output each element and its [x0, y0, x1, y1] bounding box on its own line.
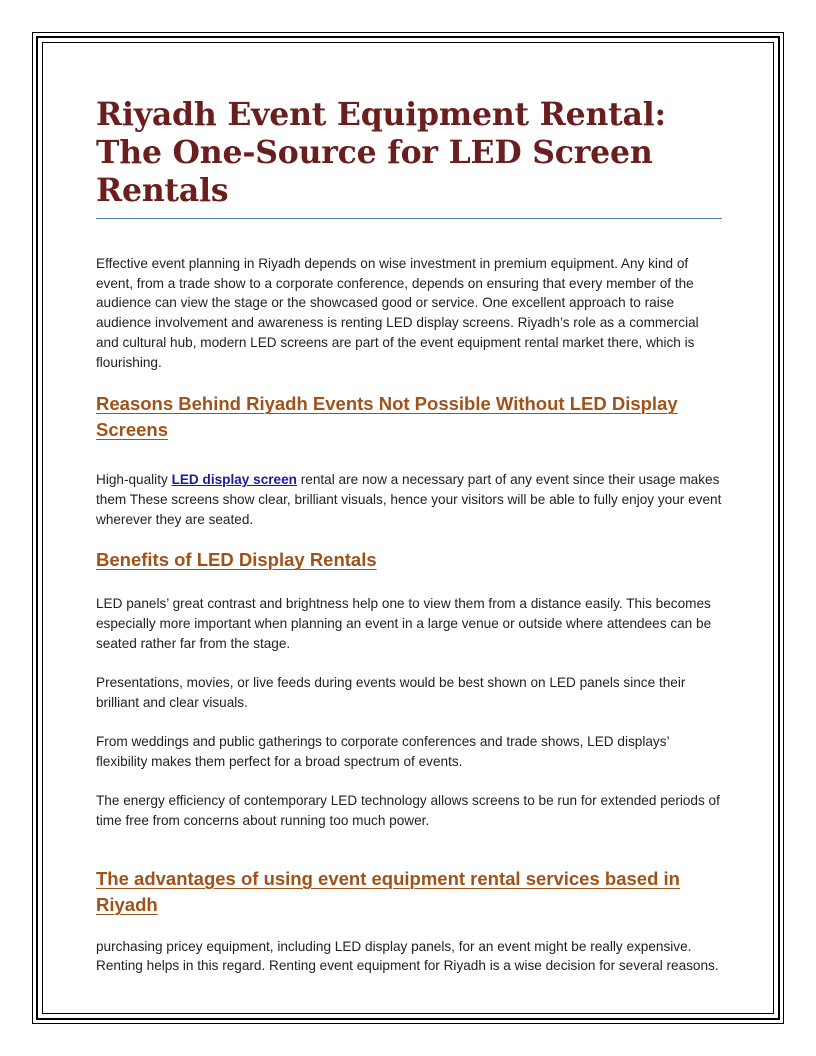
- section-heading-advantages: The advantages of using event equipment rental services based in Riyadh: [96, 867, 680, 915]
- benefits-paragraph: The energy efficiency of contemporary LED technology allows screens to be run for extended periods of time free from concerns about running too much power.: [96, 793, 720, 829]
- section1-text-after: rental are now a necessary part of any event since their usage makes them These screens show clear, brilliant visuals, hence your visitors will be able to fully enjoy your event wherever they are seated.: [96, 472, 722, 527]
- benefits-paragraph: From weddings and public gatherings to corporate conferences and trade shows, LED displays’ flexibility makes them perfect for a broad spectrum of events.: [96, 734, 670, 769]
- section-heading-led-reasons: Reasons Behind Riyadh Events Not Possible Without LED Display Screens: [96, 393, 678, 441]
- advantages-paragraph: purchasing pricey equipment, including LED display panels, for an event might be really expensive. Renting helps in this regard. Renting event equipment for Riyadh is a wise decision for several reasons.: [96, 938, 719, 974]
- led-display-screen-link[interactable]: LED display screen: [171, 472, 297, 488]
- section1-text-before: High-quality: [96, 472, 172, 488]
- intro-paragraph: Effective event planning in Riyadh depends on wise investment in premium equipment. Any kind of event, from a trade show to a corporate conference, depends on ensuring that every member of the audience can view the stage or the showcased good or service. One excellent approach to raise audience involvement and awareness is renting LED display screens. Riyadh’s role as a commercial and cultural hub, modern LED screens are part of the event equipment rental market there, which is flourishing.: [96, 256, 699, 370]
- benefits-paragraph: LED panels’ great contrast and brightness help one to view them from a distance easily. This becomes especially more important when planning an event in a large venue or outside where attendees can be seated rather far from the stage.: [96, 596, 712, 651]
- document-body: [96, 96, 722, 976]
- page-title: Riyadh Event Equipment Rental: The One-Source for LED Screen Rentals: [96, 96, 722, 219]
- section-heading-benefits: Benefits of LED Display Rentals: [96, 549, 377, 571]
- benefits-paragraph: Presentations, movies, or live feeds during events would be best shown on LED panels since their brilliant and clear visuals.: [96, 675, 686, 710]
- section1-paragraph: [96, 470, 722, 529]
